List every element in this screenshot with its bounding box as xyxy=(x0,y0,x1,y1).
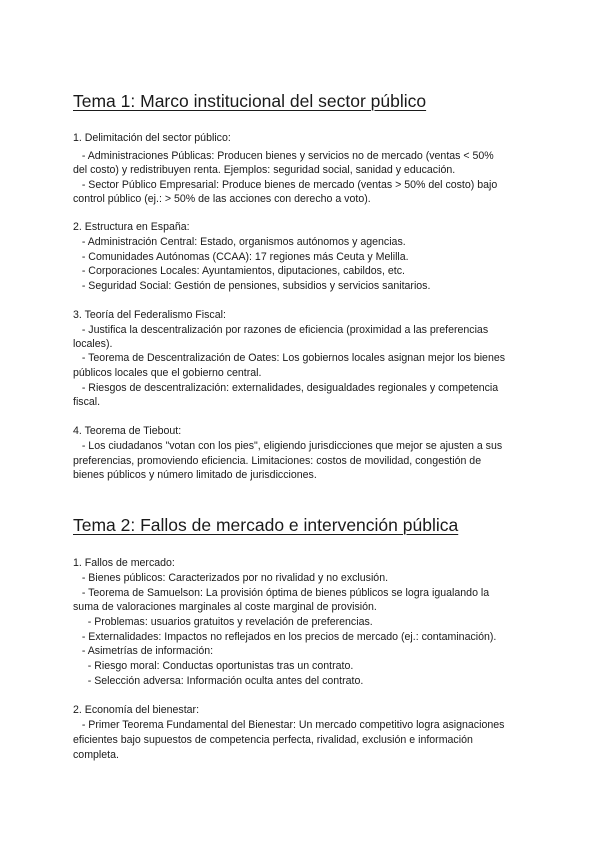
text-line: - Administración Central: Estado, organismos autónomos y agencias. xyxy=(73,236,406,248)
text-line: - Seguridad Social: Gestión de pensiones, subsidios y servicios sanitarios. xyxy=(73,280,431,292)
text-line: eficientes bajo supuestos de competencia perfecta, rivalidad, exclusión e información xyxy=(73,734,473,746)
list-heading: 3. Teoría del Federalismo Fiscal: xyxy=(73,309,226,321)
text-line: locales). xyxy=(73,338,113,350)
text-line: fiscal. xyxy=(73,396,101,408)
text-line: preferencias, promoviendo eficiencia. Limitaciones: costos de movilidad, congestión de xyxy=(73,455,482,467)
text-line: completa. xyxy=(73,749,119,761)
list-heading: 2. Estructura en España: xyxy=(73,221,190,233)
text-line: - Comunidades Autónomas (CCAA): 17 regiones más Ceuta y Melilla. xyxy=(73,251,409,263)
section-title: Tema 2: Fallos de mercado e intervención pública xyxy=(73,515,459,535)
text-line: - Justifica la descentralización por razones de eficiencia (proximidad a las preferencias xyxy=(73,324,489,336)
list-heading: 1. Fallos de mercado: xyxy=(73,557,175,569)
text-line: - Riesgos de descentralización: externalidades, desigualdades regionales y competencia xyxy=(73,382,499,394)
text-line: - Problemas: usuarios gratuitos y revelación de preferencias. xyxy=(73,616,373,628)
list-heading: 4. Teorema de Tiebout: xyxy=(73,425,182,437)
text-line: - Corporaciones Locales: Ayuntamientos, diputaciones, cabildos, etc. xyxy=(73,265,405,277)
text-line: - Teorema de Descentralización de Oates: Los gobiernos locales asignan mejor los bienes xyxy=(73,352,506,364)
text-line: - Bienes públicos: Caracterizados por no rivalidad y no exclusión. xyxy=(73,572,389,584)
text-line: - Riesgo moral: Conductas oportunistas tras un contrato. xyxy=(73,660,354,672)
list-heading: 2. Economía del bienestar: xyxy=(73,704,200,716)
text-line: - Selección adversa: Información oculta antes del contrato. xyxy=(73,675,364,687)
text-line: - Externalidades: Impactos no reflejados en los precios de mercado (ej.: contaminación). xyxy=(73,631,497,643)
text-line: públicos locales que el gobierno central. xyxy=(73,367,262,379)
text-line: control público (ej.: > 50% de las acciones con derecho a voto). xyxy=(73,193,371,205)
list-heading: 1. Delimitación del sector público: xyxy=(73,132,231,144)
text-line: - Administraciones Públicas: Producen bienes y servicios no de mercado (ventas < 50% xyxy=(73,150,494,162)
text-line: - Sector Público Empresarial: Produce bienes de mercado (ventas > 50% del costo) bajo xyxy=(73,179,498,191)
section-title: Tema 1: Marco institucional del sector público xyxy=(73,91,427,111)
text-line: - Los ciudadanos "votan con los pies", eligiendo jurisdicciones que mejor se ajusten a sus xyxy=(73,440,503,452)
text-line: - Primer Teorema Fundamental del Bienestar: Un mercado competitivo logra asignaciones xyxy=(73,719,505,731)
text-line: - Asimetrías de información: xyxy=(73,645,214,657)
text-line: bienes públicos y número limitado de jurisdicciones. xyxy=(73,469,317,481)
text-line: del costo) y redistribuyen renta. Ejemplos: seguridad social, sanidad y educación. xyxy=(73,164,456,176)
text-line: suma de valoraciones marginales al coste marginal de provisión. xyxy=(73,601,377,613)
text-line: - Teorema de Samuelson: La provisión óptima de bienes públicos se logra igualando la xyxy=(73,587,490,599)
